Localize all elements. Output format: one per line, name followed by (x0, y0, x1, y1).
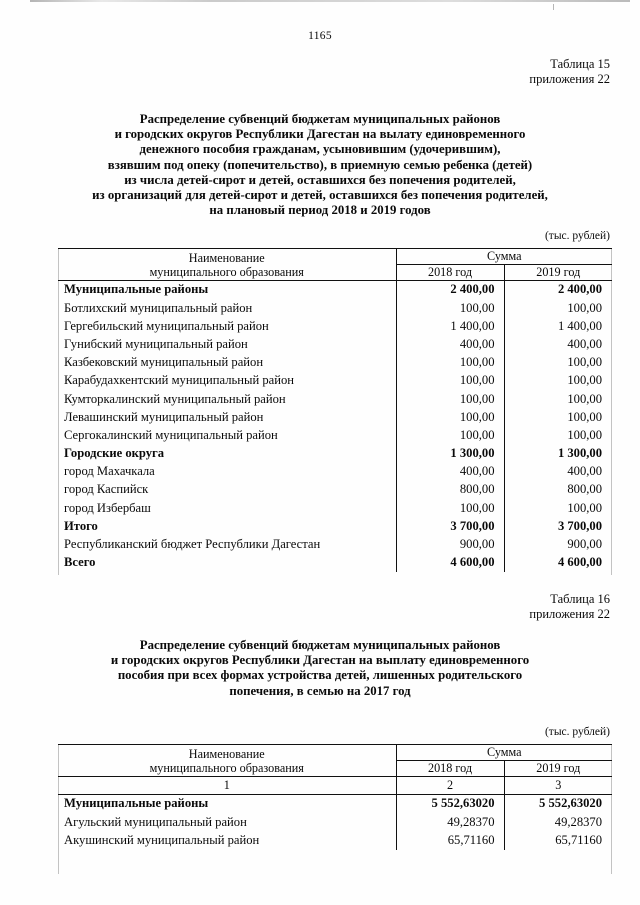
row-value-2019: 3 700,00 (557, 518, 603, 533)
table-body-1 (58, 281, 612, 573)
row-value-2018: 5 552,63020 (396, 795, 504, 814)
table-header-row (58, 249, 612, 265)
row-name-cell: Итого (58, 517, 396, 535)
row-value-2018: 100,00 (396, 354, 504, 372)
table-row (58, 408, 612, 426)
row-name-cell: город Махачкала (58, 463, 396, 481)
header-name-line1: Наименование (188, 746, 265, 761)
appendix-label-2: приложения 22 (529, 607, 610, 621)
table-row (58, 554, 612, 572)
header-year-2019: 2019 год (536, 265, 581, 279)
table-row (58, 813, 612, 831)
row-value-2019: 100,00 (567, 373, 603, 388)
table-head-1 (58, 249, 612, 281)
table-row (58, 354, 612, 372)
table-row (58, 795, 612, 814)
scan-edge-artifact (30, 0, 630, 2)
row-value-2018: 400,00 (396, 336, 504, 354)
row-name-cell: Левашинский муниципальный район (58, 408, 396, 426)
row-value-2019: 400,00 (567, 464, 603, 479)
table-row (58, 536, 612, 554)
row-value-2018: 3 700,00 (396, 517, 504, 535)
title-line: и городских округов Республики Дагестан на выплату единовременного (110, 653, 530, 668)
row-value-2018: 800,00 (396, 481, 504, 499)
table-row (58, 427, 612, 445)
table-reference-1 (529, 57, 610, 87)
header-sum-cell: Сумма (396, 745, 612, 761)
row-value-2018: 100,00 (396, 499, 504, 517)
subvention-table-1 (58, 248, 612, 572)
row-value-2019: 400,00 (567, 336, 603, 351)
row-value-2018: 100,00 (396, 427, 504, 445)
column-number-3: 3 (504, 777, 612, 795)
table-row (58, 463, 612, 481)
row-value-2018: 65,71160 (396, 831, 504, 849)
column-number-1: 1 (58, 777, 396, 795)
row-value-2018: 1 300,00 (396, 445, 504, 463)
table-label-1: Таблица 15 (550, 57, 610, 71)
row-name-cell: Муниципальные районы (58, 281, 396, 300)
table-row (58, 390, 612, 408)
row-value-2018: 900,00 (396, 536, 504, 554)
title-line: на плановый период 2018 и 2019 годов (209, 203, 431, 218)
row-name-cell: город Каспийск (58, 481, 396, 499)
table-reference-2 (529, 592, 610, 622)
row-name-cell: Акушинский муниципальный район (58, 831, 396, 849)
row-value-2018: 100,00 (396, 372, 504, 390)
title-line: из организаций для детей-сирот и детей, оставшихся без попечения родителей, (92, 188, 548, 203)
title-line: попечения, в семью на 2017 год (229, 683, 411, 698)
table-row (58, 281, 612, 300)
row-name-cell: Кумторкалинский муниципальный район (58, 390, 396, 408)
row-value-2019: 100,00 (567, 391, 603, 406)
row-value-2019: 1 300,00 (557, 446, 603, 461)
row-value-2019: 4 600,00 (557, 555, 603, 570)
row-name-cell: Всего (58, 554, 396, 572)
document-title-2 (50, 638, 590, 699)
row-value-2019: 100,00 (567, 300, 603, 315)
header-name-cell (58, 745, 396, 777)
row-value-2019: 100,00 (567, 409, 603, 424)
row-name-cell: Городские округа (58, 445, 396, 463)
row-value-2018: 400,00 (396, 463, 504, 481)
row-value-2018: 4 600,00 (396, 554, 504, 572)
table-header-row (58, 745, 612, 761)
row-value-2019: 900,00 (567, 537, 603, 552)
table-row (58, 499, 612, 517)
row-value-2018: 100,00 (396, 390, 504, 408)
subvention-table-2 (58, 744, 612, 850)
header-year-2019: 2019 год (536, 761, 581, 775)
row-name-cell: город Избербаш (58, 499, 396, 517)
table-label-2: Таблица 16 (550, 592, 610, 606)
document-title-1 (50, 112, 590, 218)
header-name-line2: муниципального образования (149, 760, 304, 775)
row-value-2019: 5 552,63020 (539, 796, 603, 811)
header-name-line2: муниципального образования (149, 264, 304, 279)
page-number: 1165 (308, 30, 332, 42)
header-year-2018: 2018 год (396, 761, 504, 777)
column-number-row (58, 777, 612, 795)
row-name-cell: Агульский муниципальный район (58, 813, 396, 831)
row-value-2018: 100,00 (396, 408, 504, 426)
row-value-2019: 65,71160 (555, 832, 603, 847)
title-line: и городских округов Республики Дагестан на вылату единовременного (114, 127, 526, 142)
header-sum-cell: Сумма (396, 249, 612, 265)
row-value-2018: 100,00 (396, 299, 504, 317)
table-row (58, 481, 612, 499)
table-row (58, 299, 612, 317)
row-value-2019: 800,00 (567, 482, 603, 497)
header-name-line1: Наименование (188, 250, 265, 265)
table-row (58, 317, 612, 335)
row-value-2019: 1 400,00 (557, 318, 603, 333)
header-name-cell (58, 249, 396, 281)
title-line: Распределение субвенций бюджетам муниципальных районов (139, 112, 501, 126)
row-value-2019: 49,28370 (554, 814, 603, 829)
table-row (58, 336, 612, 354)
row-value-2019: 2 400,00 (557, 282, 603, 297)
row-value-2019: 100,00 (567, 355, 603, 370)
title-line: Распределение субвенций бюджетам муниципальных районов (139, 638, 501, 652)
row-name-cell: Ботлихский муниципальный район (58, 299, 396, 317)
row-value-2019: 100,00 (567, 427, 603, 442)
row-name-cell: Казбековский муниципальный район (58, 354, 396, 372)
row-name-cell: Карабудахкентский муниципальный район (58, 372, 396, 390)
row-value-2019: 100,00 (567, 500, 603, 515)
scan-tick-artifact (553, 4, 554, 10)
table-row (58, 372, 612, 390)
row-name-cell: Гунибский муниципальный район (58, 336, 396, 354)
table-row (58, 831, 612, 849)
row-name-cell: Сергокалинский муниципальный район (58, 427, 396, 445)
title-line: пособия при всех формах устройства детей, лишенных родительского (117, 668, 523, 683)
title-line: из числа детей-сирот и детей, оставшихся без попечения родителей, (124, 172, 516, 187)
row-name-cell: Гергебильский муниципальный район (58, 317, 396, 335)
row-value-2018: 2 400,00 (396, 281, 504, 300)
row-name-cell: Республиканский бюджет Республики Дагестан (58, 536, 396, 554)
header-year-2018: 2018 год (396, 265, 504, 281)
units-label-2: (тыс. рублей) (544, 726, 610, 738)
row-value-2018: 1 400,00 (396, 317, 504, 335)
units-label-1: (тыс. рублей) (544, 230, 610, 242)
appendix-label-1: приложения 22 (529, 72, 610, 86)
table-body-2 (58, 795, 612, 850)
title-line: взявшим под опеку (попечительство), в приемную семью ребенка (детей) (107, 157, 533, 172)
column-number-2: 2 (396, 777, 504, 795)
table-row (58, 517, 612, 535)
row-value-2018: 49,28370 (396, 813, 504, 831)
title-line: денежного пособия гражданам, усыновившим (удочерившим), (139, 142, 501, 157)
table-row (58, 445, 612, 463)
table-head-2 (58, 745, 612, 795)
row-name-cell: Муниципальные районы (58, 795, 396, 814)
